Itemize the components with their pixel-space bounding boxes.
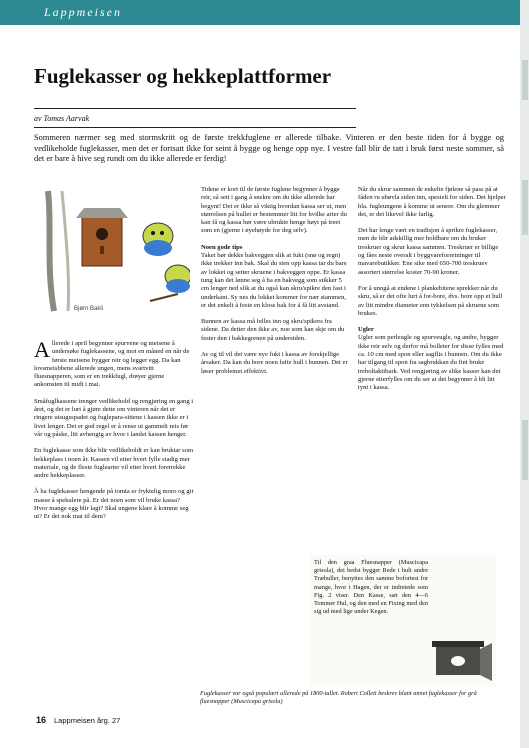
edge-strip bbox=[522, 180, 528, 235]
publication-name: Lappmeisen årg. 27 bbox=[54, 716, 121, 725]
title-rule bbox=[34, 108, 356, 109]
byline: av Tomas Aarvak bbox=[34, 114, 90, 123]
col3-subheading: Ugler bbox=[358, 326, 374, 334]
col3-paragraph: Når du skrur sammen de enkelte fjølene så pass på at fåden ru ubøvla siden inn, spesielt for siden. Det hjelper bla. fugleungene å komme ut senere. Om du glemmer det, er det likevel ikke farlig. bbox=[358, 186, 506, 218]
col3-paragraph: For å unngå at endene i plankebitene sprekker når du skru, så er det ofte lurt å for-bore, dvs. bore opp et hull av litt mindre diameter enn tykkelsen på skruene som brukes. bbox=[358, 284, 503, 317]
clipping-text: Til den graa Fluesnapper (Muscicapa grisola), det bedst bygger Rede i hult andre Træhuller, benyttes den samme bofortest for mange, hvor i Hagen, der er indretede som Fig. 2 viser. Den Kasse, sæt den 4—6 Tommer Hul, og den med en Fixing med den sig ud med lige under Kegen. bbox=[314, 559, 428, 616]
col2-paragraph: Tidene er kort til de første fuglene begynner å bygge reir, så sett i gang å snekre om du ikke allerede har begynt! Det er ikke så viktig hvordan kassa ser ut, men størrelsen på hullet er bestemmer litt for hvilke arter du kan få og kassa bør være ubrukte henge høyt på treet som en (gjerne i øyehøyde for deg selv). bbox=[201, 186, 347, 235]
col2-paragraph: Bunnen av kassa må felles inn og skru/spikres fra sidene. Da detter den ikke av, noe som kan skje om du fester den i bakkegrenen på undersiden. bbox=[201, 318, 345, 342]
historic-clipping bbox=[310, 555, 496, 687]
col1-paragraph: llerede i april begynner spurvene og meisene å undersøke fuglekassene, og mot en måned en når de første meisene bygger reir og legger egg. Da kan lovsmeisbbene allerede ungen, mens svartvitt fluesnapperen, som er en trekkfugl, drøyer gjerne ankomsten til midt i mai. bbox=[34, 340, 190, 389]
drop-cap: A bbox=[34, 337, 50, 362]
col2-paragraph: Av og til vil det være nye fukt i kassa av forskjellige årsaker. Da kan du bore noen lufte hull i bunnen. Det er løser problemet effektivt. bbox=[201, 351, 348, 375]
col2-paragraph: Taket bør dekke bakveggen slik at fukt (snø og regn) ikke trekker inn bak. Skal du sten opp kassa tar du bare av lokket og setter skruene i bakveggen oppe. Er kassa tung kan det lønne seg å ha en bakvegg som stikker 5 cm lenger ned slik at du også kan skru/spikre den fast i underkant. Sy nes du lokket kommer for nær stammen, er det enkelt å feste en kloss bak for å få litt avstand. bbox=[201, 252, 347, 309]
page-edge bbox=[520, 0, 529, 748]
col1-paragraph: Småfuglkassene trenger vedlikehold og rengjøring en gang i året, og det er lurt å gjøre dette om vinteren når det er ringere utsugsspadet og fuglepara-sittene i kassen ikke er i livet lenger. Det er god regel er å rense ut gammelt reis før vår og påske, litt avhengig av hvor i landet kassen henger. bbox=[34, 397, 194, 438]
section-header-band bbox=[0, 0, 520, 25]
edge-strip bbox=[522, 60, 528, 100]
col3-paragraph: Det har lenge vært en tradisjon å sprikre fuglekasser, men de blir adskillig mer holdbare om du bruker treskruer og skrur kassa sammen. Treskruer er billige og fåes neste overalt i byggvareforretninger til mavarebutikker. Ene sike med 650-700 treskruev assortert størrelse koster 70-90 kroner. bbox=[358, 227, 499, 276]
column-2 bbox=[201, 186, 349, 384]
old-birdhouse-drawing bbox=[430, 635, 494, 685]
byline-rule bbox=[34, 127, 356, 128]
birdhouse-illustration bbox=[40, 186, 190, 316]
lead-paragraph: Sommeren nærmer seg med stormskritt og de første trekkfuglene er allerede tilbake. Vinteren er den beste tiden for å bygge og vedlikeholde fuglekasser, men det er fortsatt ikke for seint å bygge og henge opp nye. I vestre fall blir de tatt i bruk først neste sommer, så det er bare å hive seg rundt om du ikke allerede er ferdig! bbox=[34, 133, 504, 164]
column-3 bbox=[358, 186, 506, 401]
page-footer bbox=[36, 715, 120, 725]
illustration-credit: Bjørn Bakli bbox=[74, 306, 104, 312]
section-label: Lappmeisen bbox=[44, 5, 122, 19]
edge-strip bbox=[522, 420, 528, 480]
col1-paragraph: En fuglekasse som ikke blir vedlikeholdt er kan bruktar som hekkeplass i noen år. Kassen vil etter hvert fylle stadig mer materiale, og de fleste fuglearter vil etter hvert foretrekke andre hekkeplasser. bbox=[34, 447, 194, 480]
col2-subheading: Noen gode tips bbox=[201, 243, 243, 251]
col3-paragraph: Ugler som perleugle og spurveugle, og andre, bygger ikke reir selv og derfor må bolleter for disse fylles med ca. 10 cm med spon eller sagflis i bunnen. Om du ikke har tilgang til spon fra sagbrukkan du fint bruke treboltaktibark. Ved rengjøring av slike kasser kan det gjerne etterfylles om du ser at det begynner å bli litt tynt i kassa. bbox=[358, 334, 504, 392]
column-1 bbox=[34, 337, 194, 530]
col1-paragraph: Å ha fuglekasser hengende på tomta er fryktelig moro og gir masse å spekulere på. Er det noen som vil bruke kassa? Hvor mange egg blir lagt? Skal ungene klare å komme seg ut? Er det nok mat til dem? bbox=[34, 488, 194, 521]
figure-caption: Fuglekasser var også populært allerede på 1800-tallet. Robert Collett beskrev blant annet fuglekasser for grå fluesnapper (Muscicapa grisola) bbox=[200, 690, 477, 705]
article-title: Fuglekasser og hekkeplattformer bbox=[34, 64, 332, 88]
page-number: 16 bbox=[36, 715, 47, 725]
